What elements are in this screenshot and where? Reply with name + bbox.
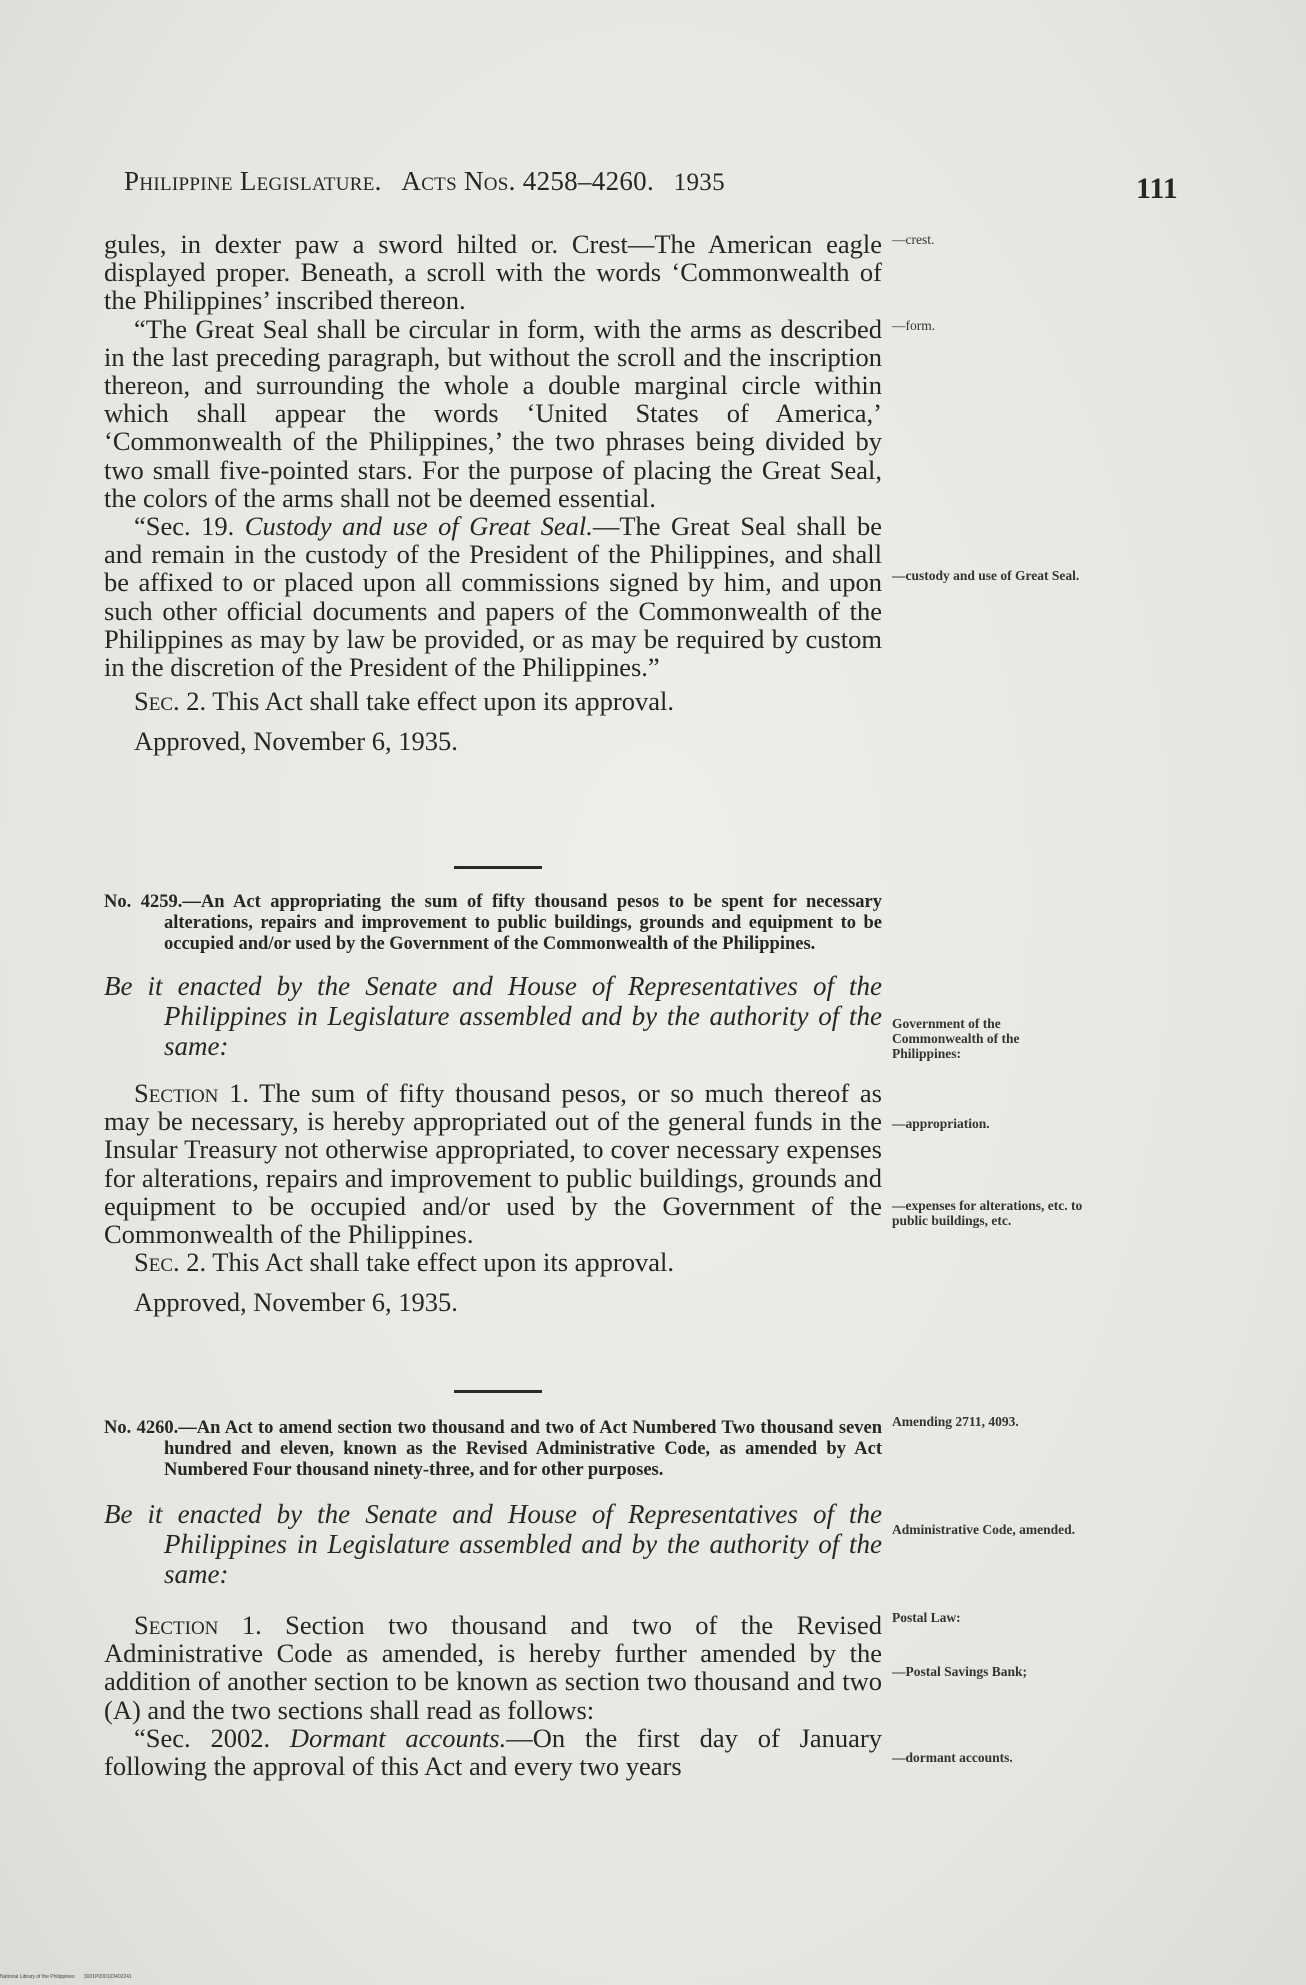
- footer-code: 3001P000103402241: [83, 1974, 132, 1980]
- act-4260-enacting-clause: Be it enacted by the Senate and House of Representatives of the Philippines in Legislature assembled and by the authority of the same:: [104, 1499, 882, 1589]
- act-4260-section-1-lead: Section: [134, 1610, 219, 1640]
- act-4259-body: [104, 1079, 882, 1317]
- act-4259-section-1-body: 1. The sum of fifty thousand pesos, or so much thereof as may be necessary, is hereby appropriated out of the general funds in the Insular Treasury not otherwise appropriated, to cover necessary expenses for alterations, repairs and improvement to public buildings, grounds and equipment to be occupied and/or used by the Government of the Commonwealth of the Philippines.: [104, 1078, 882, 1250]
- margin-note-expenses: —expenses for alterations, etc. to public buildings, etc.: [892, 1198, 1083, 1228]
- margin-note-appropriation: —appropriation.: [892, 1116, 990, 1131]
- act-4260-title: No. 4260.—An Act to amend section two thousand and two of Act Numbered Two thousand seven hundred and eleven, known as the Revised Administrative Code, as amended by Act Numbered Four thousand ninety-three, and for other purposes.: [104, 1418, 882, 1480]
- act-4260: [104, 1418, 882, 1780]
- act-4260-body: [104, 1611, 882, 1780]
- act-4259: [104, 892, 882, 1317]
- margin-note-government: Government of the Commonwealth of the Philippines:: [892, 1016, 1020, 1061]
- scan-footer: [0, 1974, 140, 1980]
- section-divider-2: [454, 1390, 542, 1393]
- page-number: 111: [1136, 172, 1178, 205]
- act-4259-section-1-lead: Section: [134, 1078, 219, 1108]
- footer-library: National Library of the Philippines: [0, 1974, 75, 1980]
- paragraph-great-seal-form: “The Great Seal shall be circular in form, with the arms as described in the last preceding paragraph, but without the scroll and the inscription thereon, and surrounding the whole a double marginal circle within which shall appear the words ‘United States of America,’ ‘Commonwealth of the Philippines,’ the two phrases being divided by two small five-pointed stars. For the purpose of placing the Great Seal, the colors of the arms shall not be deemed essential.: [104, 313, 882, 513]
- act-4259-section-2-body: 2. This Act shall take effect upon its approval.: [179, 1247, 674, 1278]
- header-year: 1935: [673, 169, 725, 196]
- margin-note-postal-law: Postal Law:: [892, 1610, 961, 1625]
- act-4259-section-2: [104, 1248, 882, 1276]
- running-header: [124, 166, 1084, 197]
- margin-note-custody: —custody and use of Great Seal.: [892, 568, 1080, 583]
- act-4260-section-1: [104, 1611, 882, 1724]
- margin-note-postal-bank: —Postal Savings Bank;: [892, 1664, 1028, 1679]
- margin-note-dormant: —dormant accounts.: [892, 1750, 1013, 1765]
- paragraph-sec-19: [104, 512, 882, 681]
- paragraph-sec-2: [104, 687, 882, 715]
- act-4259-title: No. 4259.—An Act appropriating the sum of fifty thousand pesos to be spent for necessary alterations, repairs and improvement to public buildings, grounds and equipment to be occupied and/or used by the Government of the Commonwealth of the Philippines.: [104, 892, 882, 954]
- act-4259-approved: Approved, November 6, 1935.: [134, 1287, 458, 1318]
- sec-19-title: Custody and use of Great Seal.: [244, 511, 593, 542]
- sec-19-body: —The Great Seal shall be and remain in the custody of the President of the Philippines, and shall be affixed to or placed upon all commissions signed by him, and upon such other official documents and papers of the Commonwealth of the Philippines as may by law be provided, or as may be required by custom in the discretion of the President of the Philippines.”: [104, 511, 883, 683]
- act-4260-section-1-body: 1. Section two thousand and two of the Revised Administrative Code as amended, is hereby further amended by the addition of another section to be known as section two thousand and two (A) and the two sections shall read as follows:: [104, 1610, 882, 1725]
- act-4260-sec-2002: [104, 1724, 882, 1780]
- sec-2-body: 2. This Act shall take effect upon its approval.: [179, 686, 674, 717]
- margin-note-amending: Amending 2711, 4093.: [892, 1414, 1019, 1429]
- sec-2002-body: —On the first day of January following the approval of this Act and every two years: [104, 1722, 882, 1782]
- act-4259-section-2-lead: Sec.: [134, 1247, 180, 1278]
- sec-2002-lead: “Sec. 2002.: [134, 1722, 271, 1753]
- margin-note-crest: —crest.: [892, 232, 935, 247]
- act-4259-enacting-clause: Be it enacted by the Senate and House of Representatives of the Philippines in Legislature assembled and by the authority of the same:: [104, 971, 882, 1061]
- act-4258-continuation: [104, 230, 882, 756]
- margin-note-form: —form.: [892, 318, 936, 333]
- sec-2-lead: Sec.: [134, 686, 180, 717]
- sec-19-lead: “Sec. 19.: [134, 511, 235, 542]
- approved-line: Approved, November 6, 1935.: [134, 726, 458, 757]
- sec-2002-title: Dormant accounts.: [289, 1722, 507, 1753]
- section-divider: [454, 866, 542, 869]
- margin-note-admin-code: Administrative Code, amended.: [892, 1522, 1075, 1537]
- act-4259-section-1: [104, 1079, 882, 1248]
- acts-range: Acts Nos. 4258–4260.: [401, 166, 655, 196]
- running-title: Philippine Legislature.: [124, 166, 382, 196]
- paragraph-crest: gules, in dexter paw a sword hilted or. Crest—The American eagle displayed proper. Beneath, a scroll with the words ‘Commonwealth of the Philippines’ inscribed thereon.: [104, 229, 882, 316]
